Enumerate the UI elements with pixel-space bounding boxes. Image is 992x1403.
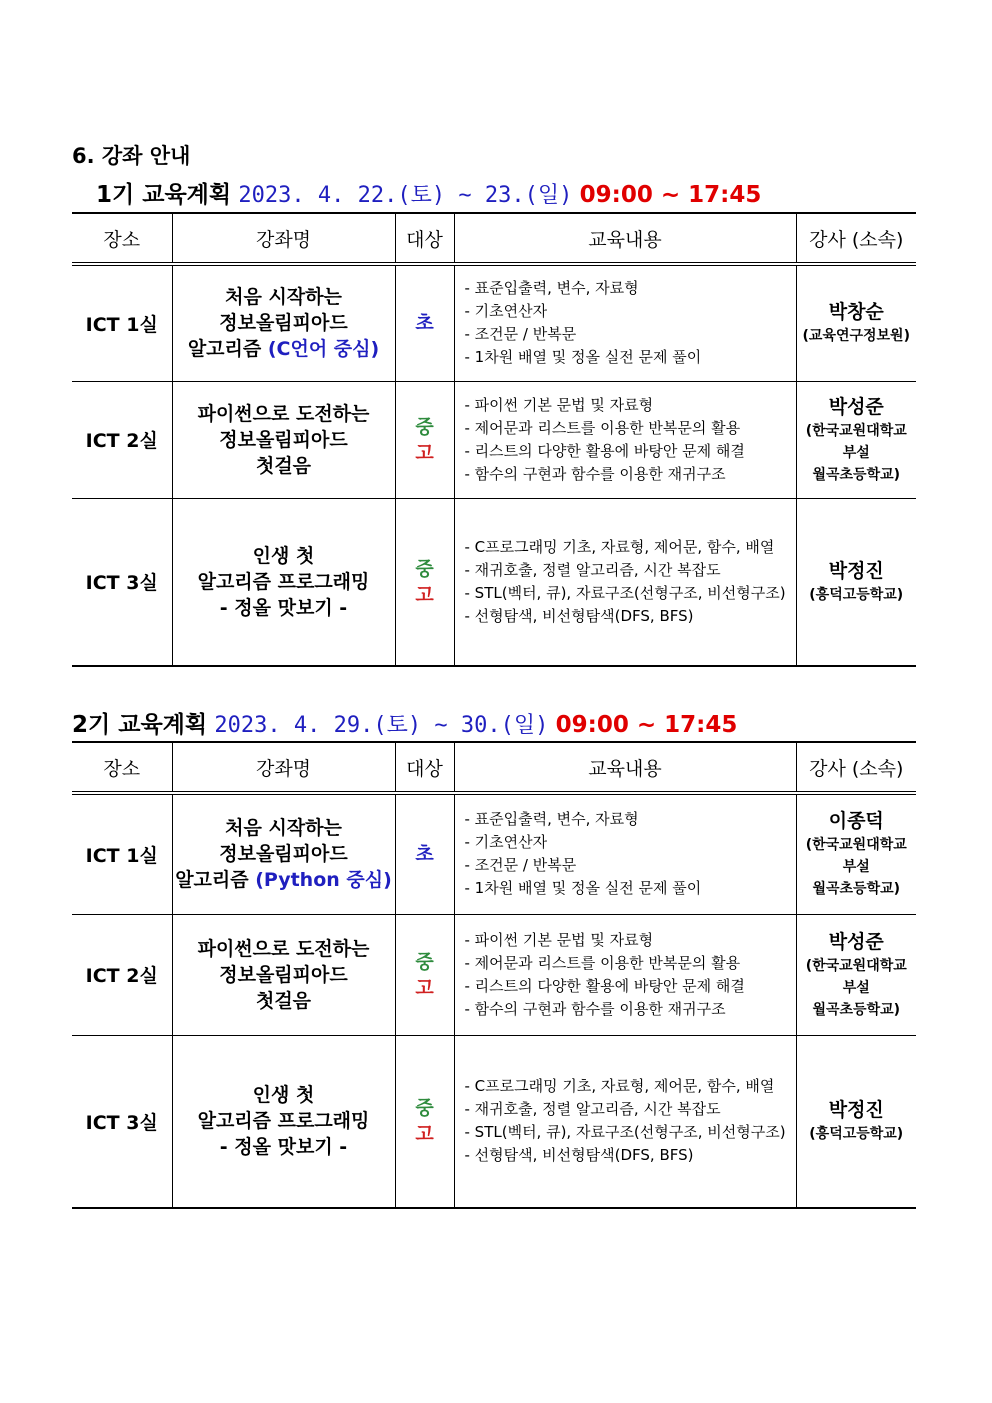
cell-content — [454, 914, 796, 1035]
cell-place: ICT 2실 — [72, 381, 172, 498]
plan-label: 2기 교육계획 — [72, 712, 208, 738]
lecturer-affiliation: 월곡초등학교) — [812, 466, 901, 483]
lecturer-affiliation: 월곡초등학교) — [812, 1001, 901, 1018]
course-line: 알고리즘 프로그래밍 — [197, 570, 370, 593]
lecturer-affiliation: (흥덕고등학교) — [809, 1126, 904, 1143]
cell-place: ICT 3실 — [72, 498, 172, 666]
lecturer-name: 이종덕 — [828, 810, 884, 833]
target-grade: 중 — [415, 950, 434, 973]
plan-date: 2023. 4. 29.(토) ~ 30.(일) — [214, 713, 549, 738]
content-item: - STL(벡터, 큐), 자료구조(선형구조, 비선형구조) — [464, 1123, 786, 1142]
content-item: - 재귀호출, 정렬 알고리즘, 시간 복잡도 — [464, 1100, 721, 1119]
content-item: - 1차원 배열 및 정올 실전 문제 풀이 — [464, 348, 702, 367]
cell-course — [172, 1035, 395, 1208]
course-line: 파이썬으로 도전하는 — [197, 402, 370, 425]
column-header-target: 대상 — [395, 742, 454, 793]
lecturer-affiliation: 부설 — [842, 859, 870, 876]
cell-place: ICT 1실 — [72, 793, 172, 914]
lecturer-affiliation: (한국교원대학교 — [805, 957, 907, 974]
cell-content — [454, 1035, 796, 1208]
target-grade: 고 — [415, 976, 434, 999]
content-item: - 리스트의 다양한 활용에 바탕안 문제 해결 — [464, 441, 745, 460]
target-grade: 초 — [415, 843, 434, 866]
target-grade: 초 — [415, 312, 434, 335]
course-line-prefix: 알고리즘 — [187, 338, 268, 361]
content-item: - 파이썬 기본 문법 및 자료형 — [464, 395, 654, 414]
cell-course — [172, 498, 395, 666]
cell-lecturer — [796, 1035, 916, 1208]
content-item: - 선형탐색, 비선형탐색(DFS, BFS) — [464, 606, 694, 625]
cell-content — [454, 381, 796, 498]
content-item: - 재귀호출, 정렬 알고리즘, 시간 복잡도 — [464, 560, 721, 579]
lecturer-affiliation: 월곡초등학교) — [812, 881, 901, 898]
cell-place: ICT 3실 — [72, 1035, 172, 1208]
lecturer-affiliation: 부설 — [842, 444, 870, 461]
cell-lecturer — [796, 498, 916, 666]
column-header-content: 교육내용 — [454, 742, 796, 793]
course-line: 인생 첫 — [252, 544, 315, 567]
table-row — [72, 1035, 916, 1208]
table-header-row — [72, 742, 916, 793]
plan-time: 09:00 ~ 17:45 — [579, 182, 762, 208]
content-item: - 1차원 배열 및 정올 실전 문제 풀이 — [464, 879, 702, 898]
section-title: 6. 강좌 안내 — [72, 144, 191, 168]
content-item: - 제어문과 리스트를 이용한 반복문의 활용 — [464, 953, 741, 972]
course-line: 첫걸음 — [255, 454, 312, 477]
lecturer-name: 박창순 — [828, 301, 884, 324]
cell-course — [172, 264, 395, 381]
cell-course — [172, 381, 395, 498]
cell-course — [172, 914, 395, 1035]
course-line: 처음 시작하는 — [225, 817, 342, 840]
lecturer-name: 박정진 — [828, 559, 884, 582]
lecturer-affiliation: 부설 — [842, 979, 870, 996]
column-header-lecturer: 강사 (소속) — [796, 213, 916, 264]
plan-header-1 — [96, 176, 761, 209]
lecturer-name: 박성준 — [828, 930, 884, 953]
course-line: 정보올림피아드 — [219, 312, 348, 335]
cell-lecturer — [796, 793, 916, 914]
content-item: - C프로그래밍 기초, 자료형, 제어문, 함수, 배열 — [464, 537, 775, 556]
column-header-content: 교육내용 — [454, 213, 796, 264]
plan-time: 09:00 ~ 17:45 — [555, 712, 738, 738]
cell-target — [395, 381, 454, 498]
course-line: 첫걸음 — [255, 989, 312, 1012]
cell-place: ICT 1실 — [72, 264, 172, 381]
course-line: 인생 첫 — [252, 1084, 315, 1107]
table-row — [72, 264, 916, 381]
lecturer-affiliation: (한국교원대학교 — [805, 422, 907, 439]
content-item: - 함수의 구현과 함수를 이용한 재귀구조 — [464, 464, 726, 483]
content-item: - 표준입출력, 변수, 자료형 — [464, 279, 639, 298]
column-header-course: 강좌명 — [172, 742, 395, 793]
column-header-target: 대상 — [395, 213, 454, 264]
target-grade: 고 — [415, 1123, 434, 1146]
cell-target — [395, 498, 454, 666]
course-language-highlight: (C언어 중심) — [267, 338, 380, 361]
lecturer-name: 박성준 — [828, 395, 884, 418]
course-line: 처음 시작하는 — [225, 286, 342, 309]
target-grade: 중 — [415, 557, 434, 580]
course-line: 알고리즘 프로그래밍 — [197, 1110, 370, 1133]
content-item: - 기초연산자 — [464, 833, 548, 852]
content-item: - 파이썬 기본 문법 및 자료형 — [464, 930, 654, 949]
column-header-course: 강좌명 — [172, 213, 395, 264]
content-item: - C프로그래밍 기초, 자료형, 제어문, 함수, 배열 — [464, 1077, 775, 1096]
cell-course — [172, 793, 395, 914]
course-language-highlight: (Python 중심) — [255, 869, 392, 892]
table-header-row — [72, 213, 916, 264]
plan-date: 2023. 4. 22.(토) ~ 23.(일) — [238, 183, 573, 208]
course-line: - 정올 맛보기 - — [219, 596, 348, 619]
course-line — [173, 336, 395, 362]
course-line: 파이썬으로 도전하는 — [197, 937, 370, 960]
cell-target — [395, 793, 454, 914]
table-row — [72, 914, 916, 1035]
target-grade: 중 — [415, 415, 434, 438]
column-header-place: 장소 — [72, 213, 172, 264]
cell-lecturer — [796, 381, 916, 498]
content-item: - 리스트의 다양한 활용에 바탕안 문제 해결 — [464, 976, 745, 995]
course-line — [173, 867, 395, 893]
cell-content — [454, 793, 796, 914]
content-item: - 선형탐색, 비선형탐색(DFS, BFS) — [464, 1146, 694, 1165]
cell-place: ICT 2실 — [72, 914, 172, 1035]
cell-lecturer — [796, 914, 916, 1035]
content-item: - STL(벡터, 큐), 자료구조(선형구조, 비선형구조) — [464, 583, 786, 602]
table-row — [72, 793, 916, 914]
course-line: - 정올 맛보기 - — [219, 1136, 348, 1159]
plan-table-1 — [72, 212, 916, 667]
lecturer-affiliation: (교육연구정보원) — [802, 328, 910, 345]
course-line: 정보올림피아드 — [219, 428, 348, 451]
content-item: - 함수의 구현과 함수를 이용한 재귀구조 — [464, 999, 726, 1018]
content-item: - 조건문 / 반복문 — [464, 325, 577, 344]
cell-target — [395, 914, 454, 1035]
column-header-place: 장소 — [72, 742, 172, 793]
cell-content — [454, 264, 796, 381]
content-item: - 제어문과 리스트를 이용한 반복문의 활용 — [464, 418, 741, 437]
column-header-lecturer: 강사 (소속) — [796, 742, 916, 793]
content-item: - 표준입출력, 변수, 자료형 — [464, 810, 639, 829]
plan-label: 1기 교육계획 — [96, 182, 232, 208]
course-line: 정보올림피아드 — [219, 843, 348, 866]
course-line-prefix: 알고리즘 — [175, 869, 256, 892]
table-row — [72, 381, 916, 498]
target-grade: 중 — [415, 1097, 434, 1120]
plan-table-2 — [72, 741, 916, 1209]
cell-target — [395, 264, 454, 381]
content-item: - 조건문 / 반복문 — [464, 856, 577, 875]
target-grade: 고 — [415, 583, 434, 606]
content-item: - 기초연산자 — [464, 302, 548, 321]
lecturer-name: 박정진 — [828, 1099, 884, 1122]
lecturer-affiliation: (한국교원대학교 — [805, 837, 907, 854]
target-grade: 고 — [415, 441, 434, 464]
lecturer-affiliation: (흥덕고등학교) — [809, 586, 904, 603]
course-line: 정보올림피아드 — [219, 963, 348, 986]
cell-content — [454, 498, 796, 666]
cell-lecturer — [796, 264, 916, 381]
plan-header-2 — [72, 706, 737, 739]
cell-target — [395, 1035, 454, 1208]
table-row — [72, 498, 916, 666]
